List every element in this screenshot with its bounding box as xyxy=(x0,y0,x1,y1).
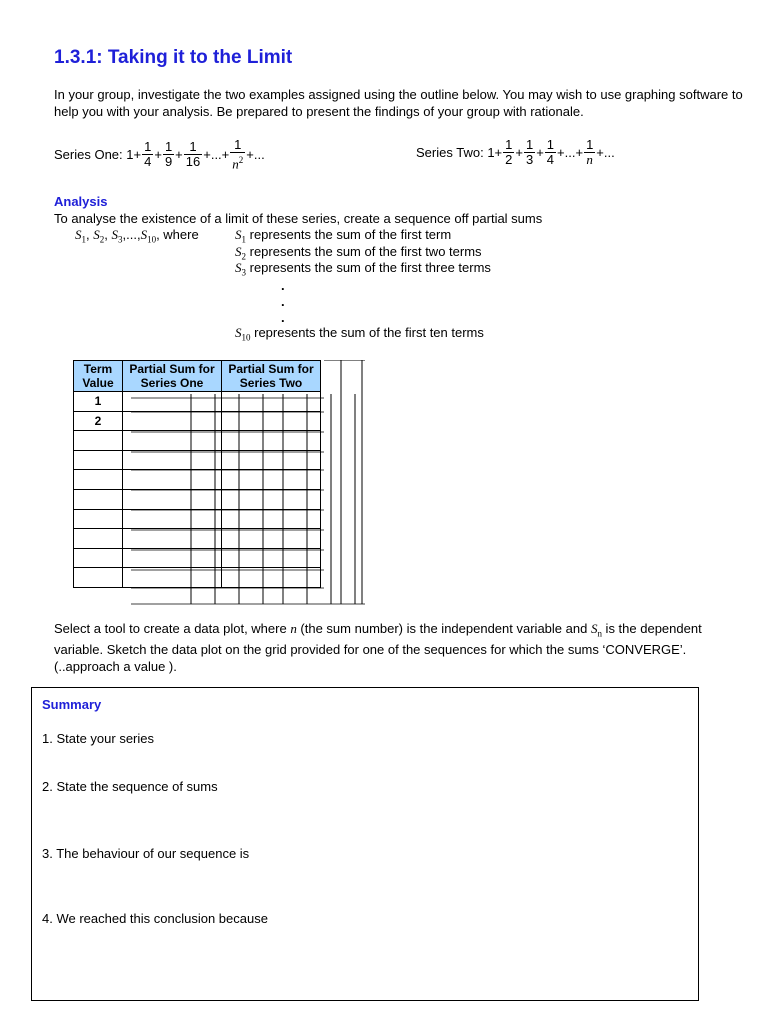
fraction: $\frac{1}{4}$ xyxy=(144,139,152,170)
partial-sums-sequence: $S_1$, $S_2$, $S_3,...,S_{10}$, where xyxy=(75,227,199,245)
fraction: $\frac{1}{n}$ xyxy=(586,137,594,167)
table-cell[interactable] xyxy=(123,489,222,509)
row-label xyxy=(74,529,123,549)
fraction: $\frac{1}{n^2}$ xyxy=(232,137,244,172)
series-two-label: Series Two: xyxy=(416,145,484,160)
summary-item-series: 1. State your series xyxy=(42,731,154,746)
definition-s2: $S_2$ represents the sum of the first two terms xyxy=(235,244,482,262)
table-cell[interactable] xyxy=(123,450,222,470)
header-series-two: Partial Sum for Series Two xyxy=(222,361,321,392)
table-cell[interactable] xyxy=(222,431,321,451)
definition-s1: $S_1$ represents the sum of the first term xyxy=(235,227,452,245)
fraction: $\frac{1}{3}$ xyxy=(525,137,534,167)
table-cell[interactable] xyxy=(222,509,321,529)
analysis-heading: Analysis xyxy=(54,194,108,209)
table-cell[interactable] xyxy=(123,411,222,431)
header-series-one: Partial Sum for Series One xyxy=(123,361,222,392)
fraction: $\frac{1}{9}$ xyxy=(164,139,173,170)
row-label xyxy=(74,489,123,509)
plot-instructions: Select a tool to create a data plot, where n (the sum number) is the independent variable and $S_n$ is the dependent variable. Sketch the data plot on the grid provided for one of the sequences for which the sums ‘CONVERGE’. (..approach a value ). xyxy=(54,621,702,674)
table-cell[interactable] xyxy=(222,548,321,568)
table-cell[interactable] xyxy=(123,529,222,549)
fraction: $\frac{1}{16}$ xyxy=(185,139,201,170)
table-cell[interactable] xyxy=(222,392,321,412)
row-label xyxy=(74,450,123,470)
table-cell[interactable] xyxy=(222,450,321,470)
row-label xyxy=(74,568,123,588)
analysis-lead: To analyse the existence of a limit of these series, create a sequence off partial sums xyxy=(54,211,543,226)
summary-box xyxy=(31,687,699,1001)
series-one: Series One: 1+ $\frac{1}{4}$ + $\frac{1}{9}$ + $\frac{1}{16}$ +...+ $\frac{1}{n^2}$ +... xyxy=(54,137,265,172)
table-cell[interactable] xyxy=(123,470,222,490)
vertical-dot: . xyxy=(281,310,285,325)
series-one-label: Series One: xyxy=(54,147,123,163)
table-cell[interactable] xyxy=(123,392,222,412)
fraction: $\frac{1}{2}$ xyxy=(505,137,513,167)
definition-s3: $S_3$ represents the sum of the first three terms xyxy=(235,260,491,278)
row-label xyxy=(74,431,123,451)
table-cell[interactable] xyxy=(222,529,321,549)
table-cell[interactable] xyxy=(123,431,222,451)
series-two-lead: 1+ xyxy=(487,145,503,160)
partial-sums-table xyxy=(73,360,321,588)
series-one-lead: 1+ xyxy=(126,147,142,163)
row-label: 2 xyxy=(74,411,123,431)
table-cell[interactable] xyxy=(222,470,321,490)
row-label xyxy=(74,509,123,529)
table-cell[interactable] xyxy=(222,568,321,588)
table-cell[interactable] xyxy=(123,509,222,529)
table-cell[interactable] xyxy=(222,489,321,509)
table-cell[interactable] xyxy=(123,548,222,568)
header-term-value: Term Value xyxy=(74,361,123,392)
fraction: $\frac{1}{4}$ xyxy=(546,137,555,167)
definition-s10: $S_{10}$ represents the sum of the first ten terms xyxy=(235,325,484,343)
summary-item-behaviour: 3. The behaviour of our sequence is xyxy=(42,846,250,861)
vertical-dot: . xyxy=(281,294,285,309)
page-title: 1.3.1: Taking it to the Limit xyxy=(54,47,293,68)
intro-paragraph: In your group, investigate the two examples assigned using the outline below. You may wish to use graphing software to help you with your analysis. Be prepared to present the findings of your group with rationale. xyxy=(54,87,743,119)
summary-item-sequence: 2. State the sequence of sums xyxy=(42,779,218,794)
series-two: Series Two: 1+ $\frac{1}{2}$ + $\frac{1}{3}$ + $\frac{1}{4}$ +...+ $\frac{1}{n}$ +... xyxy=(416,137,615,167)
table-cell[interactable] xyxy=(123,568,222,588)
row-label xyxy=(74,470,123,490)
vertical-dot: . xyxy=(281,278,285,293)
summary-item-conclusion: 4. We reached this conclusion because xyxy=(42,911,268,926)
row-label xyxy=(74,548,123,568)
table-cell[interactable] xyxy=(222,411,321,431)
summary-heading: Summary xyxy=(42,697,102,712)
row-label: 1 xyxy=(74,392,123,412)
